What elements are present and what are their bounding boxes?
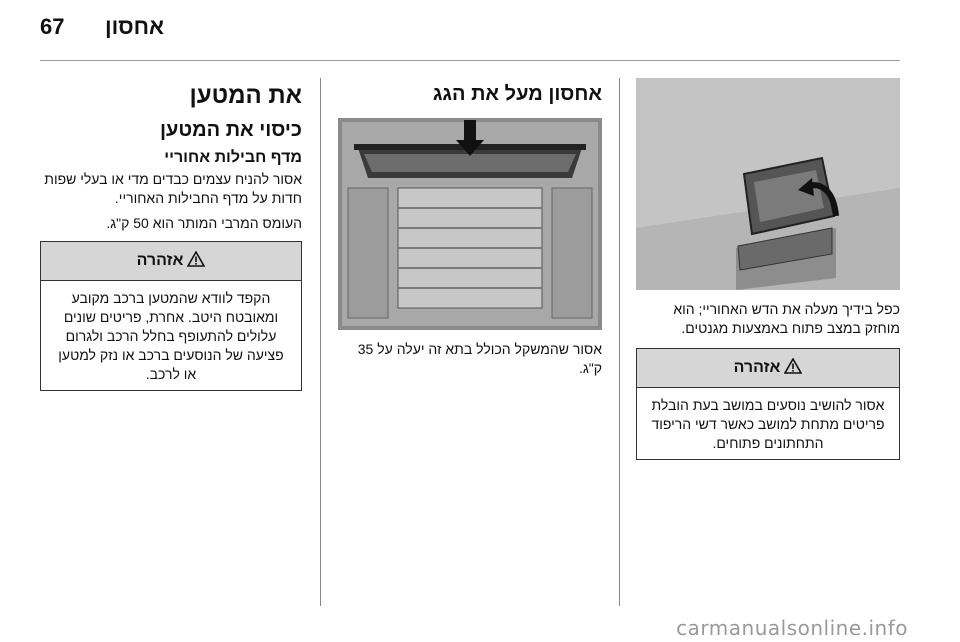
page-number: 67 bbox=[40, 14, 65, 39]
flap-caption: כפל בידיך מעלה את הדש האחוריי; הוא מוחזק במצב פתוח באמצעות מגנטים. bbox=[673, 301, 900, 336]
warning-box bbox=[40, 241, 302, 391]
parcel-shelf-heading: מדף חבילות אחוריי bbox=[164, 149, 302, 166]
warning-icon bbox=[784, 358, 802, 379]
warning-label: אזהרה bbox=[136, 252, 184, 269]
warning-text: הקפד לוודא שהמטען ברכב מקובע ומאובטח היטב. אחרת, פריטים שונים עלולים להתעופף בחלל הרכב ולגרום פציעה של הנוסעים ברכב או נזק למטען או לרכב. bbox=[58, 290, 284, 382]
warning-header-right bbox=[637, 349, 899, 388]
max-load-text: העומס המרבי המותר הוא 50 ק"ג. bbox=[106, 215, 302, 231]
header-rule bbox=[40, 60, 900, 61]
warning-box-right bbox=[636, 348, 900, 460]
roof-storage-caption: אסור שהמשקל הכולל בתא זה יעלה על 35 ק"ג. bbox=[357, 341, 602, 376]
warning-label-right: אזהרה bbox=[733, 359, 781, 376]
chapter-title: אחסון bbox=[104, 14, 164, 39]
section-title: את המטען bbox=[189, 82, 302, 109]
warning-header bbox=[41, 242, 301, 281]
column-left bbox=[40, 82, 302, 391]
warning-icon bbox=[187, 251, 205, 272]
roof-storage-title: אחסון מעל את הגג bbox=[432, 83, 602, 105]
column-middle bbox=[338, 82, 602, 384]
warning-text-right: אסור להושיב נוסעים במושב בעת הובלת פריטים מתחת למושב כאשר דשי הריפוד התחתונים פתוחים. bbox=[651, 397, 885, 451]
column-right bbox=[636, 78, 900, 460]
column-divider-left bbox=[320, 78, 321, 606]
section-subtitle: כיסוי את המטען bbox=[159, 119, 302, 141]
underseat-flap-illustration bbox=[636, 78, 900, 290]
parcel-shelf-text: אסור להניח עצמים כבדים מדי או בעלי שפות חדות על מדף החבילות האחוריי. bbox=[44, 171, 302, 206]
roof-storage-illustration bbox=[338, 118, 602, 330]
column-divider-right bbox=[619, 78, 620, 606]
watermark-text: carmanualsonline.info bbox=[676, 616, 908, 640]
